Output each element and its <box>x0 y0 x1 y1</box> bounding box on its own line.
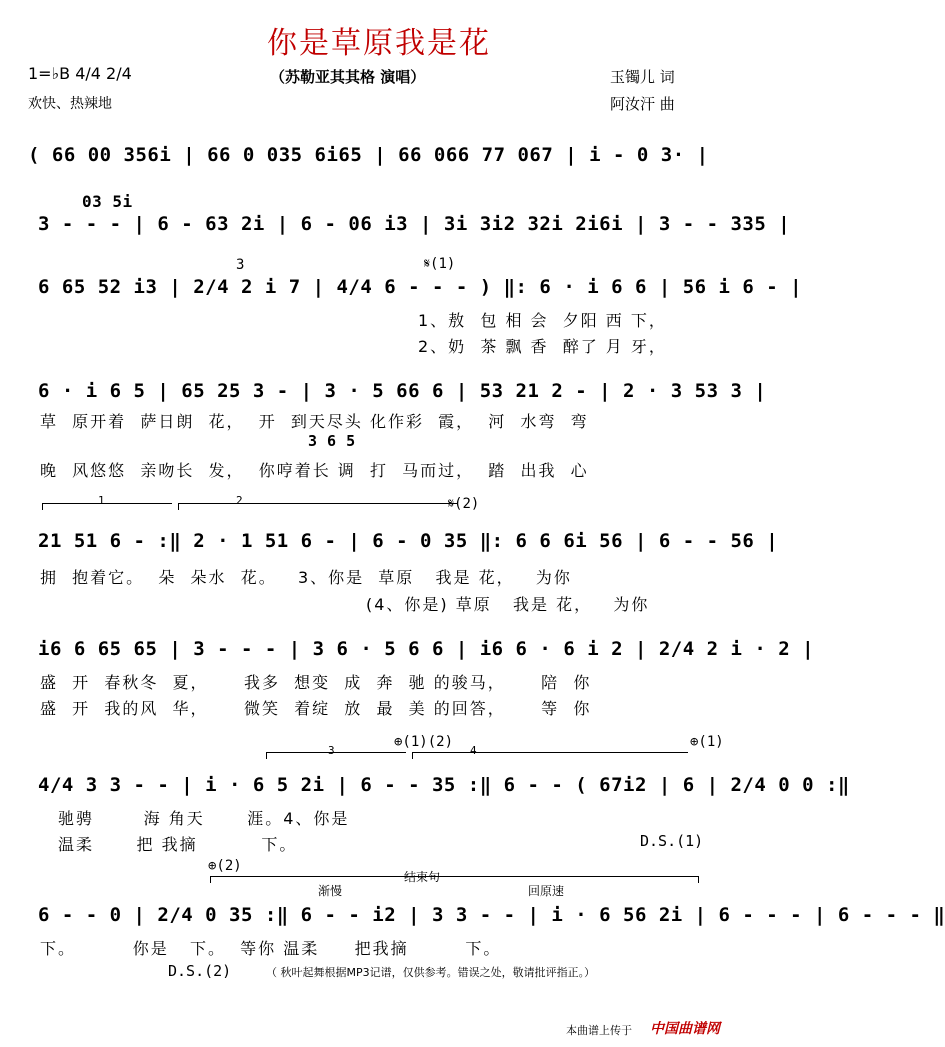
bracket-3-label: 3 <box>328 744 335 757</box>
ending-line <box>210 876 698 877</box>
system-2-upper-voice: 03 5i <box>82 192 133 211</box>
ending-label: 结束句 <box>404 870 441 884</box>
upload-note: 本曲谱上传于 <box>566 1024 632 1037</box>
a-tempo: 回原速 <box>528 884 565 898</box>
system-2-notes: 3 - - - | 6 - 63 2i | 6 - 06 i3 | 3i 3i2 32i 2i6i | 3 - - 335 | <box>38 213 791 235</box>
site-logo: 中国曲谱网 <box>650 1021 720 1037</box>
bracket-4-label: 4 <box>470 744 477 757</box>
transcription-note: （ 秋叶起舞根据MP3记谱，仅供参考。错误之处，敬请批评指正。） <box>266 966 596 979</box>
gradual-slowdown: 渐慢 <box>318 884 343 898</box>
bracket-3-tick <box>266 752 267 759</box>
system-5-verse-1: 拥 抱着它。 朵 朵水 花。 3、你是 草原 我是 花， 为你 <box>40 568 572 587</box>
volta-2-line <box>178 503 458 504</box>
ending-tick-left <box>210 876 211 883</box>
system-7-verse-2: 温柔 把 我摘 下。 <box>58 835 298 854</box>
bracket-3-line <box>266 752 406 753</box>
system-4-upper-voice: 3 6 5 <box>308 432 356 450</box>
composer: 阿汝汗 曲 <box>610 95 675 113</box>
volta-1-tick <box>42 503 43 510</box>
system-4-notes: 6 · i 6 5 | 65 25 3 - | 3 · 5 66 6 | 53 21 2 - | 2 · 3 53 3 | <box>38 380 767 402</box>
tempo-marking: 欢快、热辣地 <box>28 96 112 112</box>
system-4-verse-2: 晚 风悠悠 亲吻长 发， 你哼着长 调 打 马而过， 踏 出我 心 <box>40 461 589 480</box>
ds-1: D.S.(1) <box>640 832 704 850</box>
key: 1=♭B <box>28 64 71 83</box>
system-3-verse-1: 1、敖 包 相 会 夕阳 西 下， <box>418 311 667 330</box>
system-5-notes: 21 51 6 - :‖ 2 · 1 51 6 - | 6 - 0 35 ‖: 6 6 6i 56 | 6 - - 56 | <box>38 530 779 552</box>
key-signature <box>28 64 132 83</box>
system-5-verse-2: (4、你是) 草原 我是 花， 为你 <box>366 595 650 614</box>
system-6-verse-1: 盛 开 春秋冬 夏， 我多 想变 成 奔 驰 的骏马， 陪 你 <box>40 673 592 692</box>
system-8-notes: 6 - - 0 | 2/4 0 35 :‖ 6 - - i2 | 3 3 - - | i · 6 56 2i | 6 - - - | 6 - - - ‖ <box>38 904 945 926</box>
system-1-notes: ( 66 00 356i | 66 0 035 6i65 | 66 066 77 067 | i - 0 3· | <box>28 144 709 166</box>
lyricist: 玉镯儿 词 <box>610 68 675 86</box>
bracket-4-line <box>412 752 688 753</box>
performer: （苏勒亚其其格 演唱） <box>270 68 426 86</box>
system-6-verse-2: 盛 开 我的风 华， 微笑 着绽 放 最 美 的回答， 等 你 <box>40 699 592 718</box>
triplet-mark: 3 <box>236 257 245 273</box>
system-3-notes: 6 65 52 i3 | 2/4 2 i 7 | 4/4 6 - - - ) ‖: 6 · i 6 6 | 56 i 6 - | <box>38 276 803 298</box>
volta-1-line <box>42 503 172 504</box>
ending-tick-right <box>698 876 699 883</box>
system-6-notes: i6 6 65 65 | 3 - - - | 3 6 · 5 6 6 | i6 6 · 6 i 2 | 2/4 2 i · 2 | <box>38 638 815 660</box>
system-7-notes: 4/4 3 3 - - | i · 6 5 2i | 6 - - 35 :‖ 6 - - ( 67i2 | 6 | 2/4 0 0 :‖ <box>38 774 850 796</box>
volta-2-tick <box>178 503 179 510</box>
volta-2-label: 2 <box>236 494 243 507</box>
bracket-4-tick <box>412 752 413 759</box>
system-8-verse: 下。 你是 下。 等你 温柔 把我摘 下。 <box>40 939 502 958</box>
time-signature: 4/4 2/4 <box>75 64 132 83</box>
coda-sign-1: ⊕(1) <box>690 734 724 750</box>
system-4-verse-1: 草 原开着 萨日朗 花， 开 到天尽头 化作彩 霞， 河 水弯 弯 <box>40 412 589 431</box>
song-title: 你是草原我是花 <box>267 26 491 61</box>
coda-sign-2: ⊕(2) <box>208 858 242 874</box>
segno-2: 𝄋(2) <box>448 496 480 512</box>
system-7-verse-1: 驰骋 海 角天 涯。4、你是 <box>58 809 350 828</box>
system-3-verse-2: 2、奶 茶 飘 香 醉了 月 牙， <box>418 337 667 356</box>
ds-2: D.S.(2) <box>168 962 232 980</box>
segno-1: 𝄋(1) <box>424 256 456 272</box>
volta-1-label: 1 <box>98 494 105 507</box>
coda-sign-1-2: ⊕(1)(2) <box>394 734 454 750</box>
